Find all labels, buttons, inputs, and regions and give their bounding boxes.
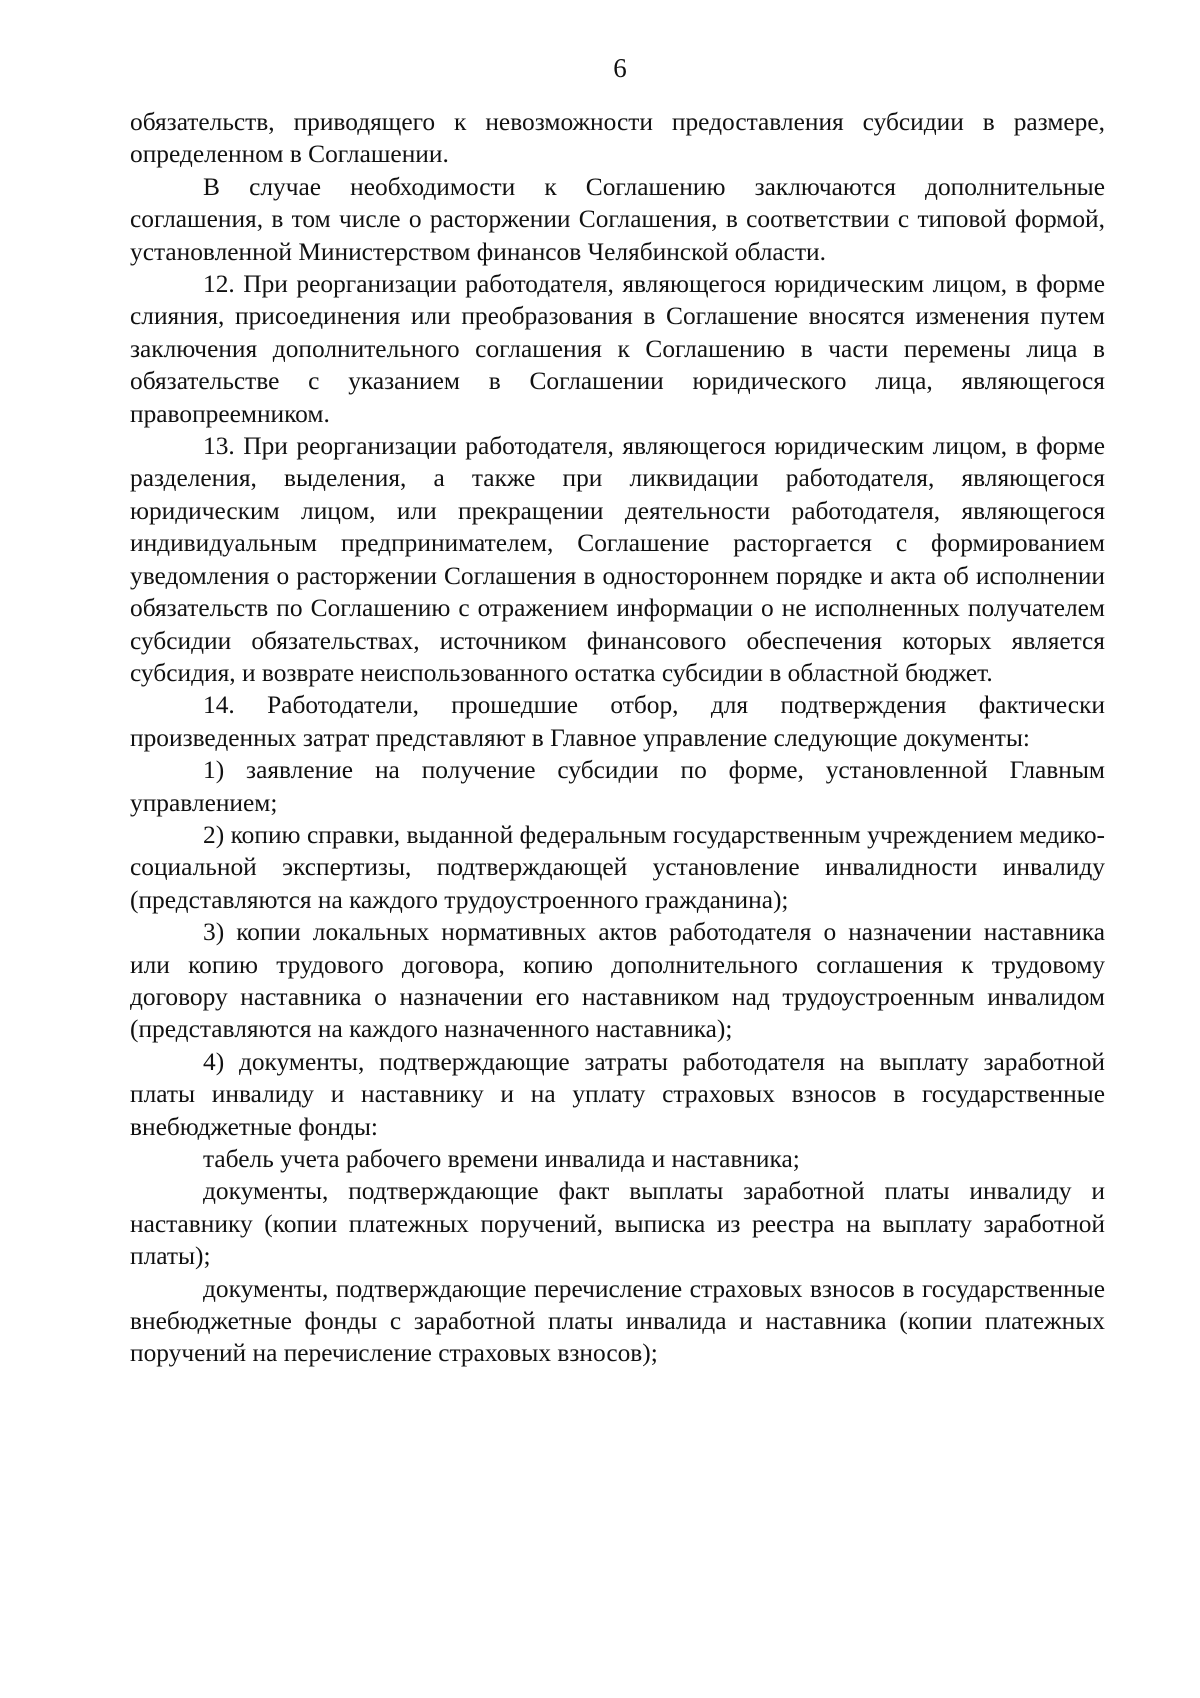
list-item-4: 4) документы, подтверждающие затраты работодателя на выплату заработной платы инвалиду и наставнику и на уплату страховых взносов в государственные внебюджетные фонды: <box>130 1047 1105 1141</box>
paragraph-clause-13: 13. При реорганизации работодателя, являющегося юридическим лицом, в форме разделения, выделения, а также при ликвидации работодателя, являющегося юридическим лицом, или прекращении деятельности работодателя, являющегося индивидуальным предпринимателем, Соглашение расторгается с формированием уведомления о расторжении Соглашения в одностороннем порядке и акта об исполнении обязательств по Соглашению с отражением информации о не исполненных получателем субсидии обязательствах, источником финансового обеспечения которых является субсидия, и возврате неиспользованного остатка субсидии в областной бюджет. <box>130 432 1105 687</box>
paragraph-continuation: обязательств, приводящего к невозможности предоставления субсидии в размере, определенном в Соглашении. <box>130 108 1105 169</box>
sub-item-salary-payment: документы, подтверждающие факт выплаты заработной платы инвалиду и наставнику (копии платежных поручений, выписка из реестра на выплату заработной платы); <box>130 1177 1105 1271</box>
paragraph-additional-agreements: В случае необходимости к Соглашению заключаются дополнительные соглашения, в том числе о расторжении Соглашения, в соответствии с типовой формой, установленной Министерством финансов Челябинской области. <box>130 172 1105 266</box>
sub-item-insurance-contributions: документы, подтверждающие перечисление страховых взносов в государственные внебюджетные фонды с заработной платы инвалида и наставника (копии платежных поручений на перечисление страховых взносов); <box>130 1274 1105 1368</box>
document-body <box>130 106 1105 1370</box>
paragraph-clause-12: 12. При реорганизации работодателя, являющегося юридическим лицом, в форме слияния, присоединения или преобразования в Соглашение вносятся изменения путем заключения дополнительного соглашения к Соглашению в части перемены лица в обязательстве с указанием в Соглашении юридического лица, являющегося правопреемником. <box>130 270 1105 428</box>
list-item-2: 2) копию справки, выданной федеральным государственным учреждением медико-социальной экспертизы, подтверждающей установление инвалидности инвалиду (представляются на каждого трудоустроенного гражданина); <box>130 820 1105 914</box>
sub-item-timesheet: табель учета рабочего времени инвалида и наставника; <box>203 1145 800 1173</box>
list-item-1: 1) заявление на получение субсидии по форме, установленной Главным управлением; <box>130 756 1105 817</box>
list-item-3: 3) копии локальных нормативных актов работодателя о назначении наставника или копию трудового договора, копию дополнительного соглашения к трудовому договору наставника о назначении его наставником над трудоустроенным инвалидом (представляются на каждого назначенного наставника); <box>130 918 1105 1044</box>
paragraph-clause-14: 14. Работодатели, прошедшие отбор, для подтверждения фактически произведенных затрат представляют в Главное управление следующие документы: <box>130 691 1105 752</box>
page-number: 6 <box>613 53 627 83</box>
